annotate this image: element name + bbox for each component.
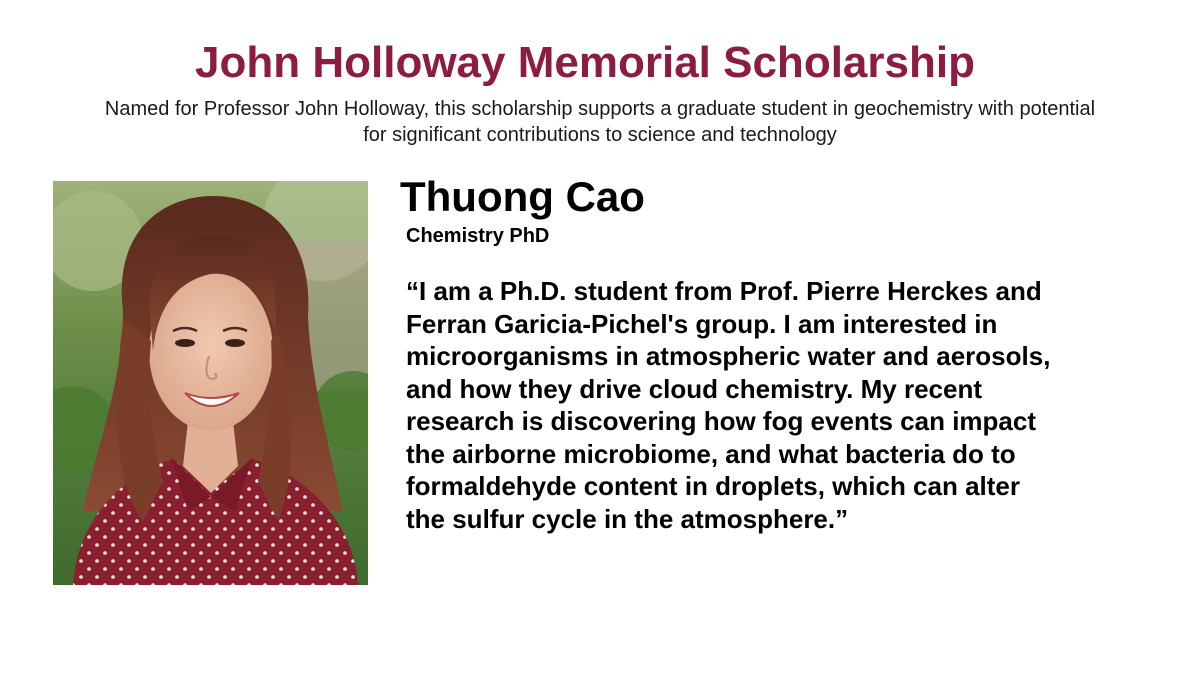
quote-line: “I am a Ph.D. student from Prof. Pierre Herckes and: [406, 276, 1042, 306]
recipient-program: Chemistry PhD: [406, 225, 550, 247]
quote-line: the airborne microbiome, and what bacteria do to: [406, 438, 1016, 469]
scholarship-description: Named for Professor John Holloway, this scholarship supports a graduate student in geochemistry with potential for significant contributions to science and technology: [104, 98, 1096, 146]
recipient-photo: [53, 181, 368, 585]
scholarship-title: John Holloway Memorial Scholarship: [195, 38, 975, 87]
quote-line: and how they drive cloud chemistry. My recent: [406, 373, 982, 404]
quote-line: the sulfur cycle in the atmosphere.”: [406, 503, 849, 534]
quote-line: research is discovering how fog events can impact: [406, 406, 1036, 436]
quote-line: Ferran Garicia-Pichel's group. I am interested in: [406, 308, 998, 339]
quote-line: formaldehyde content in droplets, which can alter: [406, 471, 1020, 501]
recipient-quote: [406, 275, 1146, 535]
recipient-name: Thuong Cao: [400, 173, 645, 220]
quote-line: microorganisms in atmospheric water and aerosols,: [406, 341, 1051, 371]
